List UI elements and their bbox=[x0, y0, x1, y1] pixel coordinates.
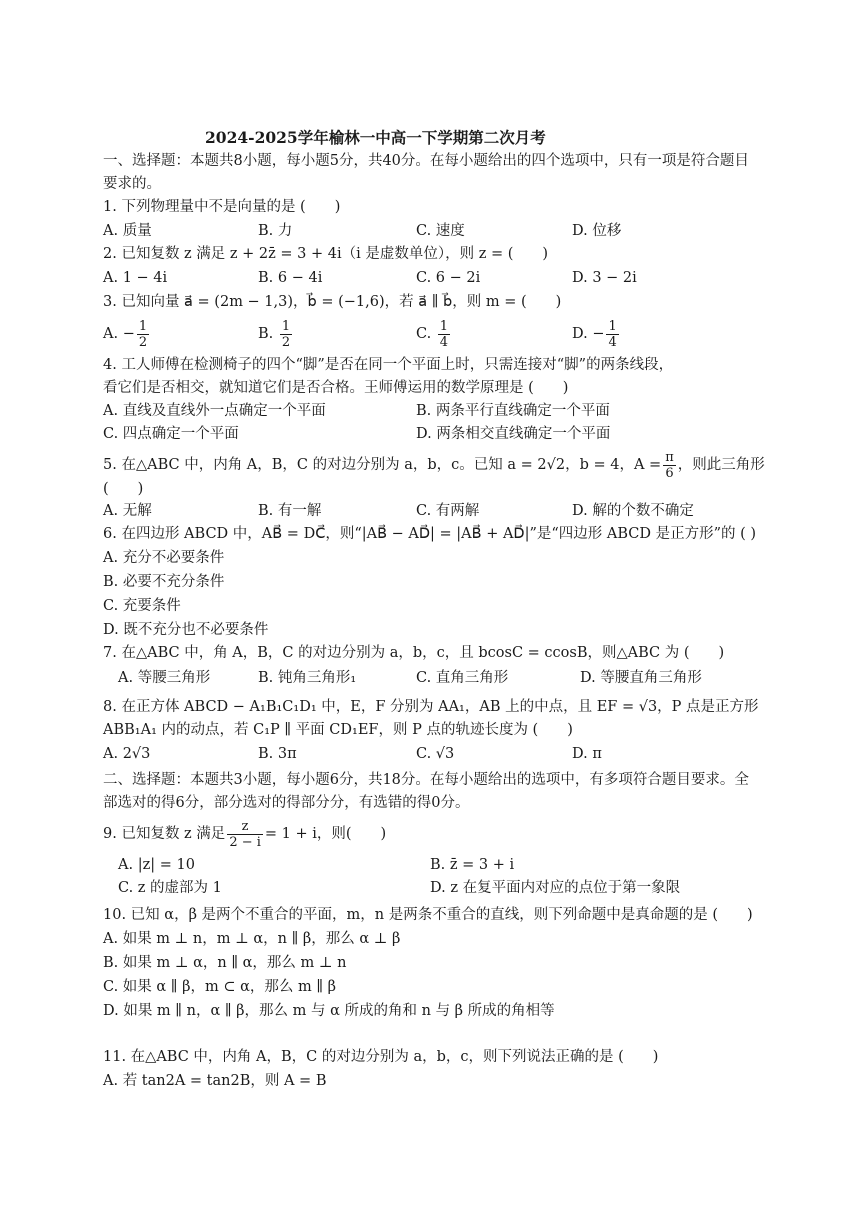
q5-option-c: C. 有两解 bbox=[416, 503, 480, 519]
q1-option-c: C. 速度 bbox=[416, 223, 465, 239]
q3-option-c bbox=[416, 316, 452, 352]
q7-option-b: B. 钝角三角形₁ bbox=[258, 670, 357, 686]
q5-angle-fraction bbox=[663, 450, 676, 481]
q7-option-c: C. 直角三角形 bbox=[416, 670, 509, 686]
q5-stem-text-end: ，则此三角形 bbox=[677, 457, 765, 473]
q3-option-c-label: C. bbox=[416, 326, 432, 342]
q6-option-a: A. 充分不必要条件 bbox=[103, 550, 225, 566]
q5-option-b: B. 有一解 bbox=[258, 503, 322, 519]
q3-option-a-label: A. bbox=[103, 326, 119, 342]
fraction-numerator: 1 bbox=[608, 318, 617, 334]
q3-option-b bbox=[258, 316, 294, 352]
q3-option-a-sign: − bbox=[122, 326, 135, 342]
question-9-stem bbox=[103, 816, 386, 852]
section1-header: 一、选择题：本题共8小题，每小题5分，共40分。在每小题给出的四个选项中，只有一项是符合题目 bbox=[103, 153, 749, 169]
question-2-stem: 2. 已知复数 z 满足 z + 2z̄ = 3 + 4i（i 是虚数单位），则 z = ( ) bbox=[103, 246, 549, 262]
question-5-stem bbox=[103, 447, 765, 483]
fraction-numerator: 1 bbox=[138, 318, 148, 334]
q3-option-b-fraction bbox=[280, 319, 292, 350]
q3-option-b-label: B. bbox=[258, 326, 274, 342]
question-4-stem: 4. 工人师傅在检测椅子的四个“脚”是否在同一个平面上时，只需连接对“脚”的两条线段， bbox=[103, 357, 674, 373]
fraction-denominator: 2 − i bbox=[229, 834, 261, 850]
q3-option-a-fraction bbox=[137, 319, 149, 350]
q6-option-d: D. 既不充分也不必要条件 bbox=[103, 622, 269, 638]
section2-header: 二、选择题：本题共3小题，每小题6分，共18分。在每小题给出的选项中，有多项符合题目要求。全 bbox=[103, 772, 749, 788]
q3-option-d-fraction bbox=[606, 319, 618, 350]
q9-stem-text-end: = 1 + i，则( ) bbox=[264, 826, 387, 842]
question-11-stem: 11. 在△ABC 中，内角 A，B，C 的对边分别为 a，b，c，则下列说法正确的是 ( ) bbox=[103, 1049, 659, 1065]
q10-option-d: D. 如果 m ∥ n，α ∥ β，那么 m 与 α 所成的角和 n 与 β 所成的角相等 bbox=[103, 1003, 555, 1019]
exam-title: 2024-2025学年榆林一中高一下学期第二次月考 bbox=[205, 128, 546, 147]
question-10-stem: 10. 已知 α，β 是两个不重合的平面，m，n 是两条不重合的直线，则下列命题中是真命题的是 ( ) bbox=[103, 907, 753, 923]
question-5-stem-cont: ( ) bbox=[103, 481, 144, 497]
q2-option-c: C. 6 − 2i bbox=[416, 270, 481, 286]
q4-option-b: B. 两条平行直线确定一个平面 bbox=[416, 403, 610, 419]
fraction-denominator: 4 bbox=[608, 334, 617, 350]
fraction-numerator: 1 bbox=[439, 318, 449, 334]
question-8-stem: 8. 在正方体 ABCD − A₁B₁C₁D₁ 中，E，F 分别为 AA₁，AB 上的中点，且 EF = √3，P 点是正方形 bbox=[103, 699, 759, 715]
question-1-stem: 1. 下列物理量中不是向量的是 ( ) bbox=[103, 199, 341, 215]
q4-option-a: A. 直线及直线外一点确定一个平面 bbox=[103, 403, 326, 419]
q10-option-b: B. 如果 m ⊥ α，n ∥ α，那么 m ⊥ n bbox=[103, 955, 347, 971]
q1-option-a: A. 质量 bbox=[103, 223, 152, 239]
q8-option-d: D. π bbox=[572, 746, 602, 762]
fraction-denominator: 6 bbox=[665, 465, 674, 481]
q5-option-d: D. 解的个数不确定 bbox=[572, 503, 694, 519]
q11-option-a: A. 若 tan2A = tan2B，则 A = B bbox=[103, 1073, 327, 1089]
q6-option-b: B. 必要不充分条件 bbox=[103, 574, 225, 590]
q3-option-d-sign: − bbox=[592, 326, 605, 342]
question-3-stem: 3. 已知向量 a⃗ = (2m − 1,3)，b⃗ = (−1,6)，若 a⃗ ∥ b⃗，则 m = ( ) bbox=[103, 294, 562, 310]
q6-option-c: C. 充要条件 bbox=[103, 598, 181, 614]
q1-option-b: B. 力 bbox=[258, 223, 293, 239]
q9-stem-text: 9. 已知复数 z 满足 bbox=[103, 826, 226, 842]
q5-option-a: A. 无解 bbox=[103, 503, 152, 519]
question-4-stem-cont: 看它们是否相交，就知道它们是否合格。王师傅运用的数学原理是 ( ) bbox=[103, 380, 569, 396]
fraction-numerator: z bbox=[227, 819, 263, 835]
q9-fraction bbox=[227, 819, 263, 850]
q9-option-c: C. z 的虚部为 1 bbox=[118, 880, 222, 896]
q8-option-b: B. 3π bbox=[258, 746, 297, 762]
q4-option-c: C. 四点确定一个平面 bbox=[103, 426, 239, 442]
q2-option-d: D. 3 − 2i bbox=[572, 270, 637, 286]
q9-option-b: B. z̄ = 3 + i bbox=[430, 857, 515, 873]
q9-option-d: D. z 在复平面内对应的点位于第一象限 bbox=[430, 880, 681, 896]
fraction-numerator: 1 bbox=[281, 318, 291, 334]
q3-option-a bbox=[103, 316, 151, 352]
fraction-denominator: 4 bbox=[439, 334, 449, 350]
q10-option-a: A. 如果 m ⊥ n，m ⊥ α，n ∥ β，那么 α ⊥ β bbox=[103, 931, 401, 947]
q8-option-c: C. √3 bbox=[416, 746, 455, 762]
question-7-stem: 7. 在△ABC 中，角 A，B，C 的对边分别为 a，b，c，且 bcosC = ccosB，则△ABC 为 ( ) bbox=[103, 645, 725, 661]
fraction-denominator: 2 bbox=[138, 334, 148, 350]
q8-option-a: A. 2√3 bbox=[103, 746, 151, 762]
question-8-stem-cont: ABB₁A₁ 内的动点，若 C₁P ∥ 平面 CD₁EF，则 P 点的轨迹长度为 ( ) bbox=[103, 722, 573, 738]
section2-header-cont: 部选对的得6分，部分选对的得部分分，有选错的得0分。 bbox=[103, 795, 470, 811]
section1-header-cont: 要求的。 bbox=[103, 176, 161, 192]
q1-option-d: D. 位移 bbox=[572, 223, 622, 239]
fraction-numerator: π bbox=[665, 449, 674, 465]
q2-option-a: A. 1 − 4i bbox=[103, 270, 168, 286]
q3-option-d-label: D. bbox=[572, 326, 588, 342]
q2-option-b: B. 6 − 4i bbox=[258, 270, 323, 286]
q3-option-d bbox=[572, 316, 621, 352]
q10-option-c: C. 如果 α ∥ β，m ⊂ α，那么 m ∥ β bbox=[103, 979, 337, 995]
q5-stem-text: 5. 在△ABC 中，内角 A，B，C 的对边分别为 a，b，c。已知 a = 2√2，b = 4，A = bbox=[103, 457, 662, 473]
fraction-denominator: 2 bbox=[281, 334, 291, 350]
q4-option-d: D. 两条相交直线确定一个平面 bbox=[416, 426, 611, 442]
question-6-stem: 6. 在四边形 ABCD 中，AB⃗ = DC⃗，则“|AB⃗ − AD⃗| = |AB⃗ + AD⃗|”是“四边形 ABCD 是正方形”的 ( ) bbox=[103, 526, 757, 542]
q9-option-a: A. |z| = 10 bbox=[118, 857, 195, 873]
q7-option-d: D. 等腰直角三角形 bbox=[580, 670, 702, 686]
q7-option-a: A. 等腰三角形 bbox=[118, 670, 211, 686]
q3-option-c-fraction bbox=[438, 319, 450, 350]
